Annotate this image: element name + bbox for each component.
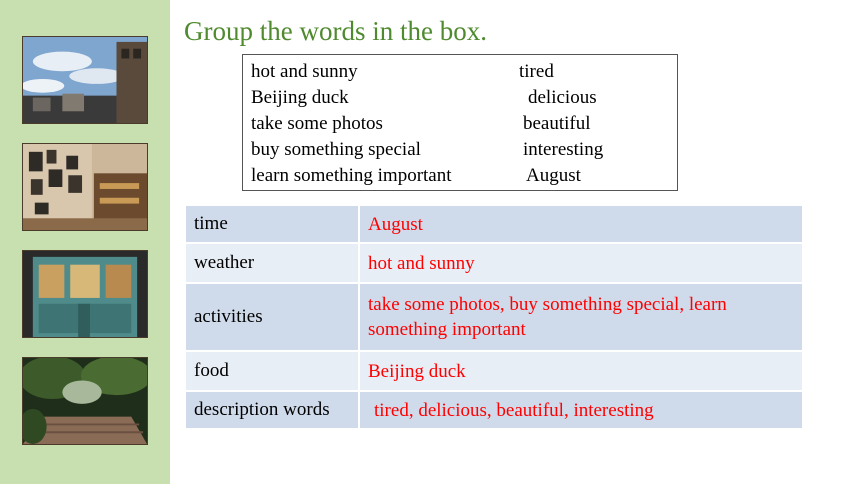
word-item: tired — [519, 61, 554, 82]
word-box — [242, 54, 678, 191]
word-item: take some photos — [251, 113, 383, 134]
row-label: time — [185, 205, 359, 243]
row-answer: hot and sunny — [359, 243, 803, 283]
table-row — [185, 205, 803, 243]
photo-street-sky — [22, 36, 148, 124]
grouping-table — [184, 204, 804, 430]
table-row — [185, 391, 803, 429]
word-item: hot and sunny — [251, 61, 358, 82]
row-answer: tired, delicious, beautiful, interesting — [359, 391, 803, 429]
table-row — [185, 243, 803, 283]
row-label: activities — [185, 283, 359, 351]
row-answer: Beijing duck — [359, 351, 803, 391]
row-label: food — [185, 351, 359, 391]
row-answer: take some photos, buy something special, learn something important — [359, 283, 803, 351]
word-item: beautiful — [523, 113, 591, 134]
word-item: Beijing duck — [251, 87, 349, 108]
photo-gallery-interior — [22, 143, 148, 231]
word-item: learn something important — [251, 165, 452, 186]
word-item: interesting — [523, 139, 604, 160]
page-title: Group the words in the box. — [184, 16, 487, 46]
photo-shop-front — [22, 250, 148, 338]
photo-roof-trees — [22, 357, 148, 445]
word-item: delicious — [528, 87, 597, 108]
row-answer: August — [359, 205, 803, 243]
word-item: buy something special — [251, 139, 421, 160]
word-item: August — [526, 165, 581, 186]
table-row — [185, 351, 803, 391]
sidebar — [0, 0, 170, 484]
row-label: description words — [185, 391, 359, 429]
table-row — [185, 283, 803, 351]
row-label: weather — [185, 243, 359, 283]
